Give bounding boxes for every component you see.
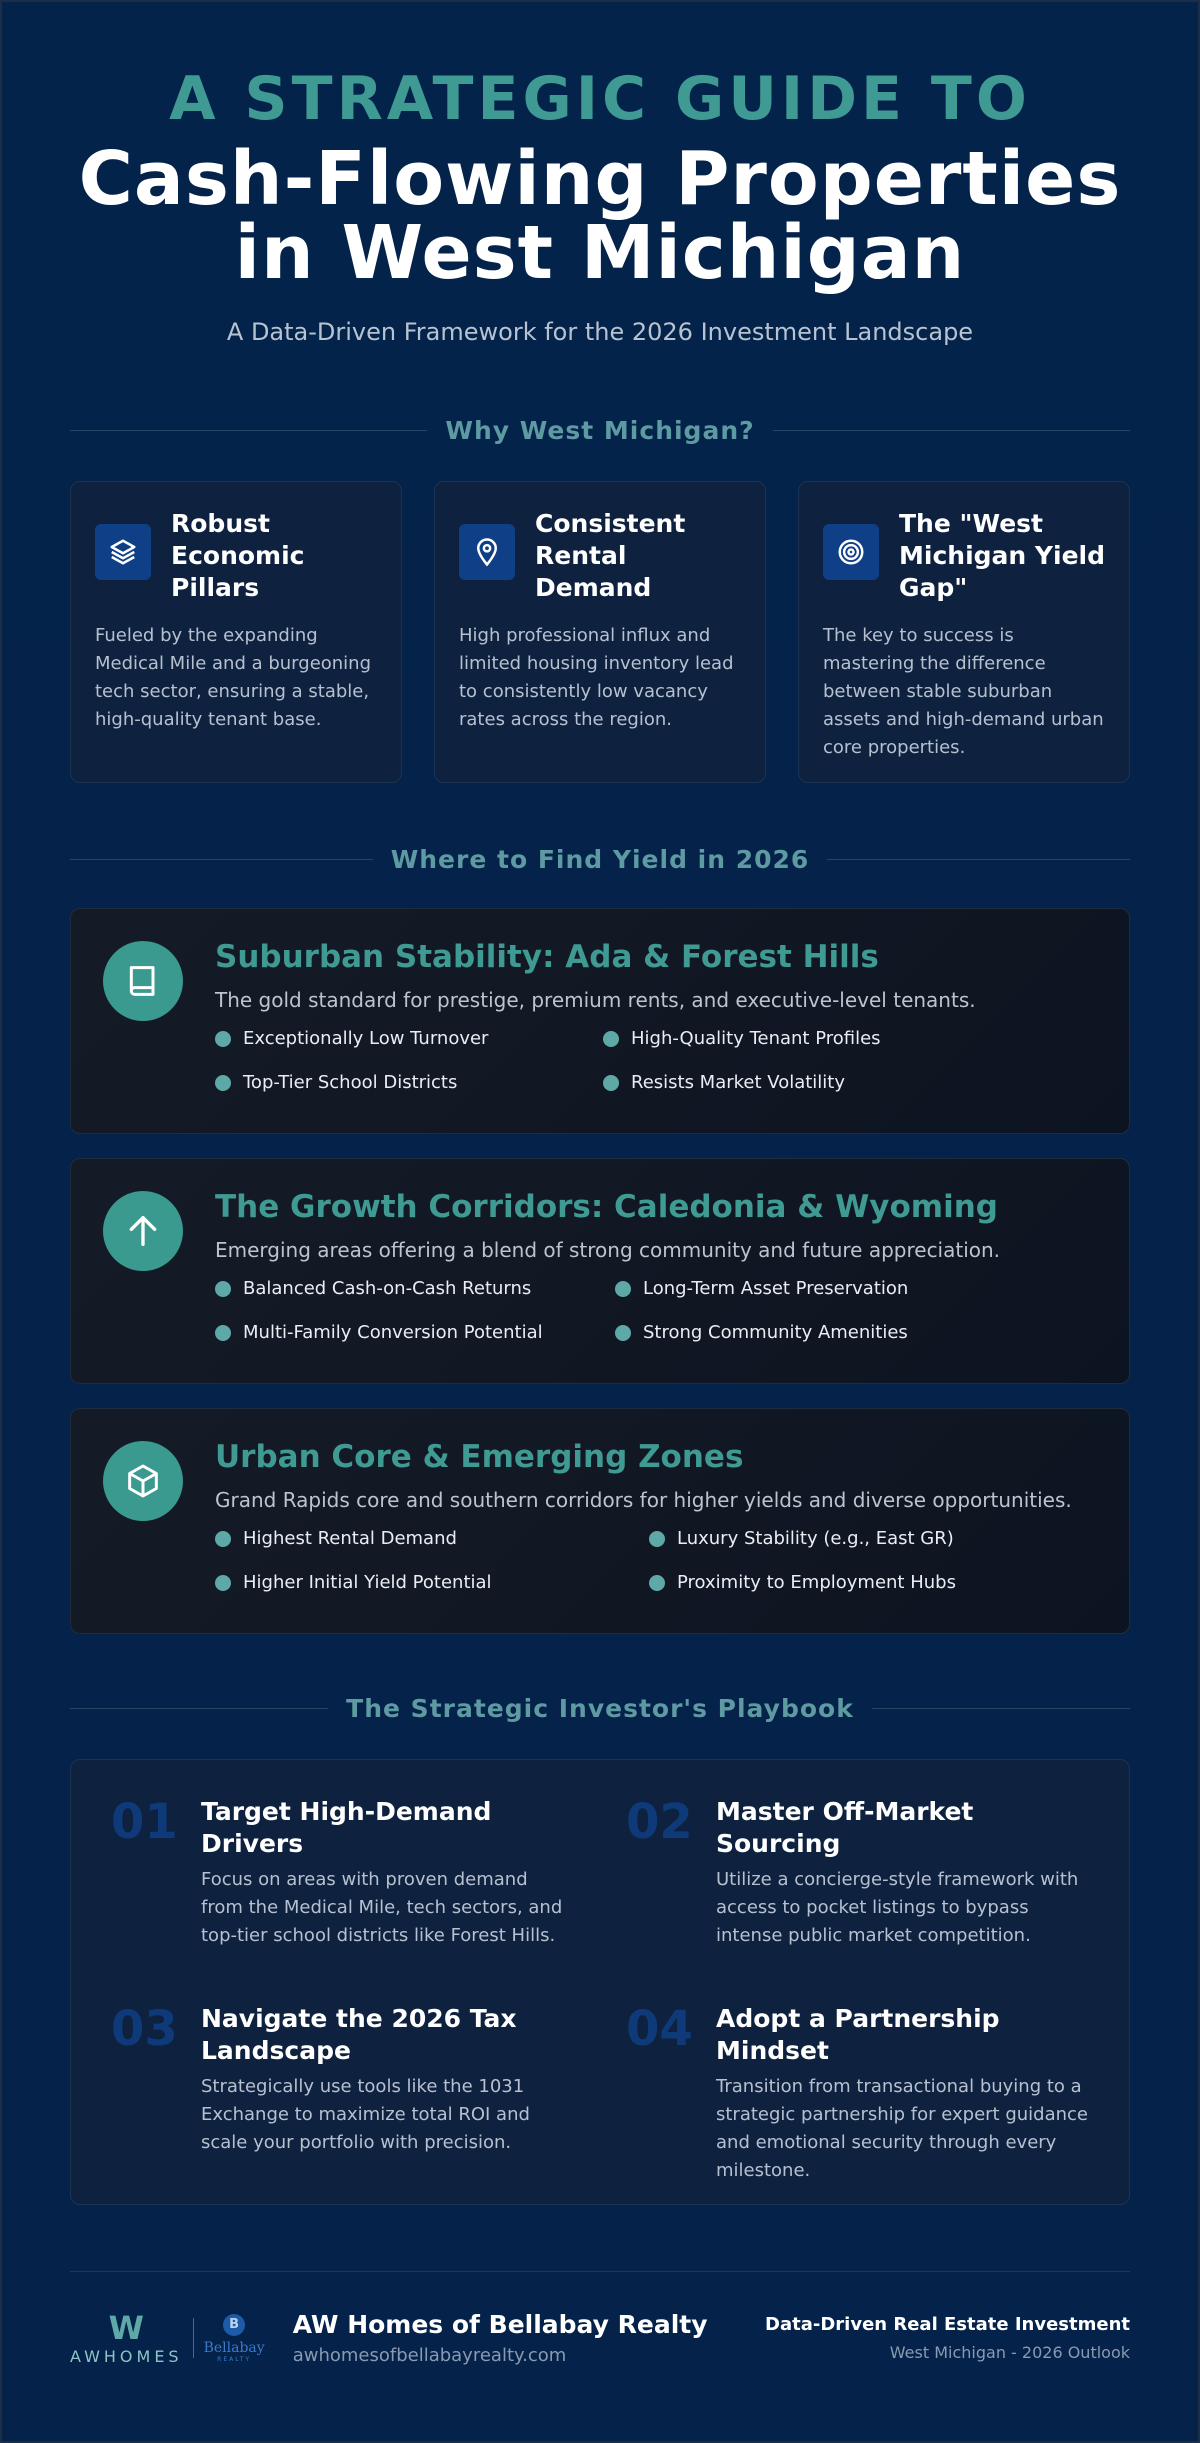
step-title: Navigate the 2026 Tax Landscape [201, 2004, 517, 2065]
footer-divider [70, 2271, 1130, 2272]
step-number: 01 [111, 1794, 178, 1850]
area-bullets [215, 1027, 1089, 1095]
logo-divider [193, 2318, 194, 2358]
card-text: Fueled by the expanding Medical Mile and a burgeoning tech sector, ensuring a stable, high-quality tenant base. [95, 625, 372, 730]
step-title: Adopt a Partnership Mindset [716, 2004, 1000, 2065]
area-bullets [215, 1277, 1089, 1345]
area-desc: Emerging areas offering a blend of strong community and future appreciation. [215, 1238, 1001, 1262]
step-number: 03 [111, 2001, 178, 2057]
divider [70, 859, 373, 860]
bullet-dot [649, 1531, 665, 1547]
section-label: The Strategic Investor's Playbook [346, 1694, 854, 1723]
area-desc: The gold standard for prestige, premium rents, and executive-level tenants. [215, 988, 976, 1012]
playbook-step-4 [626, 2003, 1089, 2204]
area-title: Urban Core & Emerging Zones [215, 1439, 744, 1475]
bullet-dot [615, 1281, 631, 1297]
divider [70, 1708, 328, 1709]
website-link[interactable]: awhomesofbellabayrealty.com [292, 2345, 567, 2366]
title-line-1: Cash-Flowing Properties [78, 136, 1122, 222]
bellabay-logo: B Bellabay REALTY [204, 2314, 265, 2363]
playbook-step-1 [111, 1796, 574, 1969]
header [70, 2, 1130, 346]
brand-logo [70, 2308, 265, 2366]
area-card-suburban [70, 908, 1130, 1134]
area-title: The Growth Corridors: Caledonia & Wyoming [215, 1189, 998, 1225]
page-title [70, 136, 1130, 296]
why-card-yield-gap [798, 481, 1130, 783]
list-item: Highest Rental Demand [215, 1527, 609, 1551]
bullet-dot [603, 1031, 619, 1047]
list-item: Top-Tier School Districts [215, 1071, 563, 1095]
bullet-dot [215, 1325, 231, 1341]
book-icon [103, 941, 183, 1021]
area-list [70, 908, 1130, 1634]
why-heading [70, 416, 1130, 445]
arrow-up-icon [103, 1191, 183, 1271]
bullet-dot [215, 1531, 231, 1547]
why-cards [70, 481, 1130, 783]
step-text: Utilize a concierge-style framework with access to pocket listings to bypass intense public market competition. [716, 1869, 1079, 1946]
bullet-dot [215, 1075, 231, 1091]
brand-name: AW Homes of Bellabay Realty [292, 2310, 708, 2339]
tagline-sub: West Michigan - 2026 Outlook [889, 2343, 1130, 2362]
list-item: Luxury Stability (e.g., East GR) [649, 1527, 1089, 1551]
subtitle: A Data-Driven Framework for the 2026 Investment Landscape [226, 318, 974, 346]
card-text: High professional influx and limited housing inventory lead to consistently low vacancy rates across the region. [459, 625, 734, 730]
bullet-dot [215, 1031, 231, 1047]
step-text: Transition from transactional buying to a strategic partnership for expert guidance and emotional security through every milestone. [716, 2076, 1089, 2181]
bullet-dot [603, 1075, 619, 1091]
target-icon [823, 524, 879, 580]
area-card-urban [70, 1408, 1130, 1634]
bullet-dot [649, 1575, 665, 1591]
divider [70, 430, 427, 431]
map-pin-icon [459, 524, 515, 580]
bullet-dot [215, 1575, 231, 1591]
yield-heading [70, 845, 1130, 874]
step-number: 02 [626, 1794, 693, 1850]
area-desc: Grand Rapids core and southern corridors for higher yields and diverse opportunities. [215, 1488, 1072, 1512]
step-title: Target High-Demand Drivers [201, 1797, 492, 1858]
list-item: Resists Market Volatility [603, 1071, 1089, 1095]
area-title: Suburban Stability: Ada & Forest Hills [215, 939, 879, 975]
area-bullets [215, 1527, 1089, 1595]
bullet-dot [615, 1325, 631, 1341]
list-item: Proximity to Employment Hubs [649, 1571, 1089, 1595]
list-item: Strong Community Amenities [615, 1321, 1089, 1345]
layers-icon [95, 524, 151, 580]
list-item: Higher Initial Yield Potential [215, 1571, 609, 1595]
title-line-2: in West Michigan [234, 210, 966, 296]
why-card-demand [434, 481, 766, 783]
cube-icon [103, 1441, 183, 1521]
step-title: Master Off-Market Sourcing [716, 1797, 974, 1858]
divider [827, 859, 1130, 860]
area-card-growth [70, 1158, 1130, 1384]
divider [773, 430, 1130, 431]
playbook-step-3 [111, 2003, 574, 2204]
list-item: Exceptionally Low Turnover [215, 1027, 563, 1051]
list-item: Long-Term Asset Preservation [615, 1277, 1089, 1301]
step-text: Strategically use tools like the 1031 Exchange to maximize total ROI and scale your portfolio with precision. [201, 2076, 530, 2153]
divider [872, 1708, 1130, 1709]
step-text: Focus on areas with proven demand from the Medical Mile, tech sectors, and top-tier school districts like Forest Hills. [201, 1869, 563, 1946]
aw-homes-logo: W AWHOMES [70, 2308, 183, 2366]
card-text: The key to success is mastering the difference between stable suburban assets and high-demand urban core properties. [823, 625, 1104, 758]
why-card-economic [70, 481, 402, 783]
bullet-dot [215, 1281, 231, 1297]
playbook-panel [70, 1759, 1130, 2205]
footer-tagline [765, 2314, 1130, 2362]
playbook-heading [70, 1694, 1130, 1723]
playbook-step-2 [626, 1796, 1089, 1969]
card-title: Robust Economic Pillars [171, 509, 305, 602]
tagline-title: Data-Driven Real Estate Investment [765, 2314, 1130, 2335]
brand-block [293, 2310, 708, 2366]
list-item: Multi-Family Conversion Potential [215, 1321, 575, 1345]
card-title: Consistent Rental Demand [535, 509, 686, 602]
step-number: 04 [626, 2001, 693, 2057]
list-item: Balanced Cash-on-Cash Returns [215, 1277, 575, 1301]
section-label: Why West Michigan? [445, 416, 755, 445]
footer [70, 2298, 1130, 2378]
section-label: Where to Find Yield in 2026 [390, 845, 810, 874]
kicker: A STRATEGIC GUIDE TO [169, 64, 1031, 134]
card-title: The "West Michigan Yield Gap" [899, 509, 1105, 602]
list-item: High-Quality Tenant Profiles [603, 1027, 1089, 1051]
